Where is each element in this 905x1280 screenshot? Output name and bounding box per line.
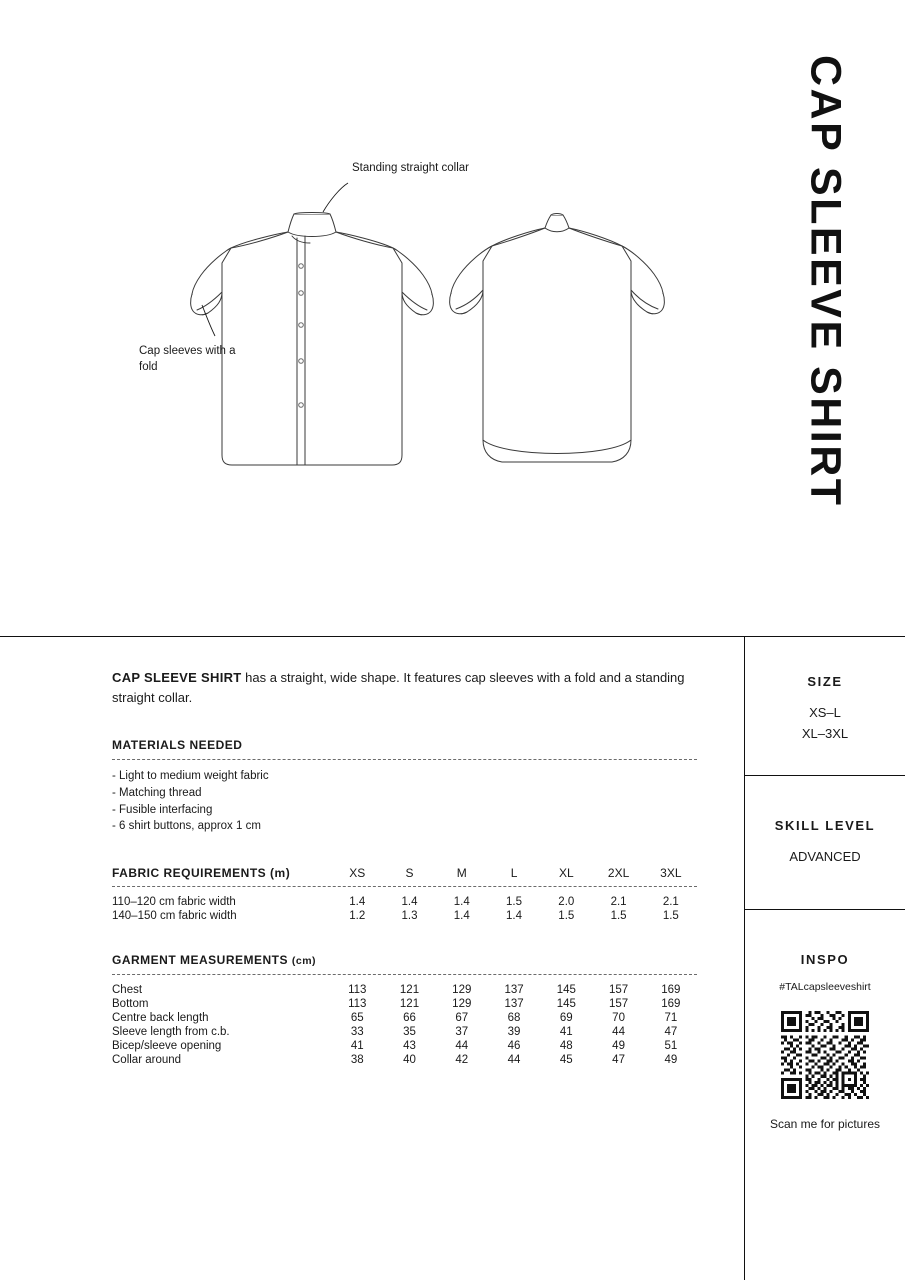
cell: 1.4 [401,895,418,908]
materials-heading: MATERIALS NEEDED [112,738,243,753]
cell: 49 [664,1053,678,1066]
cell: 68 [507,1011,521,1024]
fabric-requirements-section [112,865,697,923]
size-3xl: 3XL [660,865,682,880]
cell: 44 [612,1025,625,1038]
scan-caption: Scan me for pictures [769,1117,881,1132]
cell: 38 [350,1053,364,1066]
cell: 113 [348,997,367,1010]
row-label: Bicep/sleeve opening [112,1039,222,1052]
cell: 145 [556,997,576,1010]
inspo-block [745,910,905,1133]
page-title [745,0,905,640]
measurements-heading-text: GARMENT MEASUREMENTS [112,952,289,967]
row-label: 140–150 cm fabric width [112,909,237,922]
cell: 129 [452,983,472,996]
intro-paragraph [112,668,697,708]
cell: 169 [661,983,681,996]
cell: 1.2 [349,909,366,922]
intro-bold-title: CAP SLEEVE SHIRT [112,670,242,685]
cell: 70 [612,1011,625,1024]
fabric-divider [112,886,697,887]
cell: 169 [661,997,681,1010]
table-header-row [112,865,697,886]
materials-section [112,738,697,835]
cell: 48 [559,1039,573,1052]
cell: 47 [664,1025,678,1038]
skill-level-value: ADVANCED [789,848,861,864]
cell: 113 [348,983,367,996]
inspo-title: INSPO [800,952,850,968]
cell: 65 [350,1011,364,1024]
row-label: Bottom [112,997,149,1010]
row-label: Sleeve length from c.b. [112,1025,230,1038]
page-title-text: CAP SLEEVE SHIRT [801,55,850,508]
cell: 42 [455,1053,469,1066]
cell: 47 [612,1053,625,1066]
garment-measurements-section [112,953,697,1067]
cell: 1.5 [610,909,627,922]
size-l: L [510,865,518,880]
main-content-column [112,668,697,1067]
cell: 33 [350,1025,364,1038]
table-row [112,909,697,923]
garment-measurements-table [112,983,697,1067]
size-xs: XS [349,865,366,880]
cell: 41 [350,1039,364,1052]
cell: 2.0 [558,895,575,908]
materials-list [112,768,697,835]
fabric-heading [112,865,331,886]
cell: 121 [399,983,420,996]
table-row [112,997,697,1011]
cell: 45 [559,1053,573,1066]
list-item: - Light to medium weight fabric [112,770,269,783]
fabric-requirements-body [112,895,697,923]
intro-rest: has a straight, wide shape. It features cap sleeves with a fold and a standing straight collar. [112,670,685,706]
cell: 1.4 [453,909,470,922]
skill-level-block [745,776,905,910]
cell: 51 [664,1039,678,1052]
cell: 137 [504,983,524,996]
cell: 145 [556,983,576,996]
side-info-column [745,636,905,1280]
cell: 121 [399,997,420,1010]
cell: 1.4 [506,909,523,922]
table-row [112,1025,697,1039]
cell: 2.1 [610,895,627,908]
cell: 2.1 [662,895,679,908]
size-xl: XL [558,865,574,880]
cell: 1.4 [349,895,366,908]
cell: 44 [455,1039,469,1052]
cell: 1.3 [401,909,418,922]
row-label: Centre back length [112,1011,209,1024]
cell: 41 [559,1025,573,1038]
fabric-heading-text: FABRIC REQUIREMENTS [112,865,267,880]
fabric-heading-unit: (m) [270,865,291,880]
row-label: 110–120 cm fabric width [112,895,236,908]
materials-divider [112,759,697,760]
cell: 1.5 [506,895,523,908]
cell: 157 [608,997,629,1010]
row-label: Chest [112,983,143,996]
cell: 69 [559,1011,573,1024]
technical-drawing-area [0,0,745,636]
garment-line-drawing [0,0,745,636]
table-row [112,895,697,909]
cell: 137 [504,997,524,1010]
qr-code[interactable] [781,1011,869,1099]
row-label: Collar around [112,1053,182,1066]
callout-sleeve-label: Cap sleeves with a fold [139,345,236,373]
skill-level-title: SKILL LEVEL [774,817,876,833]
list-item: - Fusible interfacing [112,803,213,816]
inspo-hashtag: #TALcapsleeveshirt [779,981,871,994]
cell: 71 [664,1011,678,1024]
cell: 129 [452,997,472,1010]
list-item: - 6 shirt buttons, approx 1 cm [112,820,261,833]
callout-collar-label: Standing straight collar [352,162,469,174]
cell: 43 [403,1039,416,1052]
cell: 67 [455,1011,469,1024]
size-m: M [456,865,467,880]
size-s: S [405,865,414,880]
cell: 66 [403,1011,416,1024]
table-row [112,1011,697,1025]
cell: 1.5 [662,909,679,922]
cell: 46 [507,1039,521,1052]
measurements-heading-unit: (cm) [291,954,317,967]
cell: 44 [507,1053,521,1066]
cell: 49 [612,1039,625,1052]
table-row [112,1053,697,1067]
cell: 35 [403,1025,416,1038]
size-2xl: 2XL [607,865,630,880]
measurements-heading [112,953,697,967]
cell: 157 [608,983,629,996]
table-row [112,1039,697,1053]
cell: 1.5 [558,909,575,922]
cell: 39 [507,1025,521,1038]
list-item: - Matching thread [112,786,202,799]
fabric-requirements-table [112,865,697,886]
size-title: SIZE [807,674,843,689]
size-range-2: XL–3XL [801,725,849,741]
size-block [745,636,905,775]
cell: 40 [403,1053,416,1066]
cell: 1.4 [453,895,470,908]
cell: 37 [455,1025,469,1038]
measurements-divider [112,974,697,975]
size-range-1: XS–L [809,705,841,720]
table-row [112,983,697,997]
